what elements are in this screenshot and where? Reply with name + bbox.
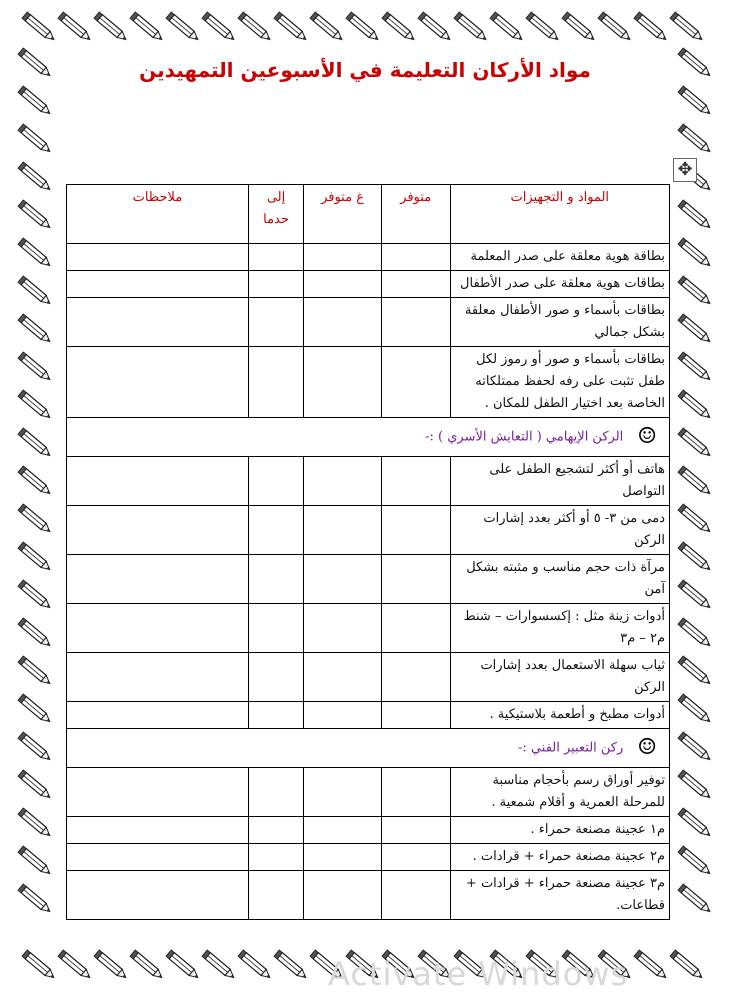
available-cell[interactable]: [381, 298, 450, 347]
material-cell: أدوات زينة مثل : إكسسوارات – شنط م٢ – م٣: [450, 604, 669, 653]
pencil-icon: [94, 12, 128, 43]
move-icon[interactable]: ✥: [673, 158, 697, 182]
notes-cell[interactable]: [67, 298, 249, 347]
condition-cell[interactable]: [248, 298, 303, 347]
pencil-icon: [678, 200, 712, 231]
pencil-icon: [678, 276, 712, 307]
pencil-icon: [22, 950, 56, 981]
materials-table: [66, 184, 670, 920]
smiley-icon: ☺: [637, 734, 657, 760]
not-available-cell[interactable]: [304, 653, 382, 702]
notes-cell[interactable]: [67, 604, 249, 653]
table-row: [67, 871, 670, 920]
table-row: [67, 298, 670, 347]
pencil-icon: [18, 352, 52, 383]
notes-cell[interactable]: [67, 244, 249, 271]
material-cell: ثياب سهلة الاستعمال بعدد إشارات الركن: [450, 653, 669, 702]
table-header-row: [67, 185, 670, 244]
condition-cell[interactable]: [248, 271, 303, 298]
notes-cell[interactable]: [67, 702, 249, 729]
pencil-icon: [634, 950, 668, 981]
pencil-icon: [18, 542, 52, 573]
available-cell[interactable]: [381, 244, 450, 271]
notes-cell[interactable]: [67, 844, 249, 871]
pencil-icon: [678, 504, 712, 535]
pencil-icon: [18, 162, 52, 193]
available-cell[interactable]: [381, 555, 450, 604]
not-available-cell[interactable]: [304, 244, 382, 271]
pencil-icon: [18, 770, 52, 801]
pencil-icon: [382, 12, 416, 43]
pencil-icon: [678, 390, 712, 421]
not-available-cell[interactable]: [304, 604, 382, 653]
pencil-icon: [166, 950, 200, 981]
material-cell: م١ عجينة مصنعة حمراء .: [450, 817, 669, 844]
condition-cell[interactable]: [248, 347, 303, 418]
pencil-icon: [18, 124, 52, 155]
material-cell: أدوات مطبخ و أطعمة بلاستيكية .: [450, 702, 669, 729]
material-cell: بطاقات هوية معلقة على صدر الأطفال: [450, 271, 669, 298]
pencil-icon: [18, 276, 52, 307]
pencil-icon: [678, 124, 712, 155]
pencil-icon: [678, 884, 712, 915]
pencil-icon: [678, 846, 712, 877]
pencil-icon: [18, 86, 52, 117]
notes-cell[interactable]: [67, 271, 249, 298]
table-row: [67, 271, 670, 298]
pencil-icon: [598, 12, 632, 43]
not-available-cell[interactable]: [304, 768, 382, 817]
pencil-icon: [238, 950, 272, 981]
pencil-icon: [58, 950, 92, 981]
pencil-icon: [634, 12, 668, 43]
material-cell: م٣ عجينة مصنعة حمراء + قرادات + قطاعات.: [450, 871, 669, 920]
available-cell[interactable]: [381, 844, 450, 871]
pencil-icon: [678, 580, 712, 611]
not-available-cell[interactable]: [304, 555, 382, 604]
section-label: ركن التعبير الفني :-: [518, 740, 624, 756]
material-cell: بطاقة هوية معلقة على صدر المعلمة: [450, 244, 669, 271]
table-row: [67, 347, 670, 418]
available-cell[interactable]: [381, 817, 450, 844]
condition-cell[interactable]: [248, 555, 303, 604]
condition-cell[interactable]: [248, 817, 303, 844]
available-cell[interactable]: [381, 653, 450, 702]
pencil-icon: [58, 12, 92, 43]
condition-cell[interactable]: [248, 604, 303, 653]
header-materials: المواد و التجهيزات: [450, 185, 669, 244]
not-available-cell[interactable]: [304, 844, 382, 871]
material-cell: م٢ عجينة مصنعة حمراء + قرادات .: [450, 844, 669, 871]
pencil-icon: [678, 86, 712, 117]
notes-cell[interactable]: [67, 653, 249, 702]
notes-cell[interactable]: [67, 555, 249, 604]
section-heading: [67, 729, 670, 768]
pencil-icon: [94, 950, 128, 981]
material-cell: هاتف أو أكثر لتشجيع الطفل على التواصل: [450, 457, 669, 506]
table-row: [67, 702, 670, 729]
pencil-icon: [202, 12, 236, 43]
section-heading: [67, 418, 670, 457]
table-row: [67, 244, 670, 271]
table-row: [67, 817, 670, 844]
pencil-icon: [18, 884, 52, 915]
available-cell[interactable]: [381, 271, 450, 298]
pencil-icon: [490, 12, 524, 43]
pencil-icon: [238, 12, 272, 43]
pencil-icon: [18, 390, 52, 421]
notes-cell[interactable]: [67, 817, 249, 844]
available-cell[interactable]: [381, 702, 450, 729]
pencil-icon: [18, 314, 52, 345]
table-row: [67, 844, 670, 871]
pencil-icon: [202, 950, 236, 981]
pencil-icon: [678, 466, 712, 497]
pencil-icon: [130, 12, 164, 43]
pencil-icon: [22, 12, 56, 43]
table-row: [67, 768, 670, 817]
pencil-icon: [678, 542, 712, 573]
not-available-cell[interactable]: [304, 871, 382, 920]
pencil-icon: [670, 950, 704, 981]
available-cell[interactable]: [381, 457, 450, 506]
header-available: متوفر: [381, 185, 450, 244]
pencil-icon: [274, 12, 308, 43]
header-condition: إلى حدما: [248, 185, 303, 244]
pencil-icon: [18, 428, 52, 459]
header-notes: ملاحظات: [67, 185, 249, 244]
section-label: الركن الإيهامي ( التعايش الأسري ) :-: [425, 429, 624, 445]
material-cell: بطاقات بأسماء و صور أو رموز لكل طفل تثبت على رفه لحفظ ممتلكاته الخاصة بعد اختيار الطفل للمكان .: [450, 347, 669, 418]
notes-cell[interactable]: [67, 768, 249, 817]
condition-cell[interactable]: [248, 653, 303, 702]
pencil-icon: [346, 12, 380, 43]
not-available-cell[interactable]: [304, 347, 382, 418]
available-cell[interactable]: [381, 604, 450, 653]
material-cell: توفير أوراق رسم بأحجام مناسبة للمرحلة العمرية و أقلام شمعية .: [450, 768, 669, 817]
notes-cell[interactable]: [67, 871, 249, 920]
not-available-cell[interactable]: [304, 298, 382, 347]
pencil-icon: [678, 770, 712, 801]
pencil-icon: [130, 950, 164, 981]
available-cell[interactable]: [381, 768, 450, 817]
pencil-icon: [18, 846, 52, 877]
available-cell[interactable]: [381, 347, 450, 418]
pencil-icon: [678, 732, 712, 763]
not-available-cell[interactable]: [304, 506, 382, 555]
pencil-icon: [18, 656, 52, 687]
notes-cell[interactable]: [67, 457, 249, 506]
table-row: [67, 457, 670, 506]
pencil-icon: [18, 466, 52, 497]
pencil-icon: [678, 618, 712, 649]
section-row: [67, 729, 670, 768]
smiley-icon: ☺: [637, 423, 657, 449]
pencil-icon: [678, 428, 712, 459]
pencil-icon: [678, 694, 712, 725]
pencil-icon: [678, 352, 712, 383]
table-row: [67, 506, 670, 555]
pencil-icon: [678, 656, 712, 687]
pencil-icon: [274, 950, 308, 981]
pencil-icon: [18, 200, 52, 231]
pencil-icon: [678, 314, 712, 345]
not-available-cell[interactable]: [304, 702, 382, 729]
condition-cell[interactable]: [248, 506, 303, 555]
activation-watermark: Activate Windows: [328, 955, 629, 993]
pencil-icon: [166, 12, 200, 43]
condition-cell[interactable]: [248, 768, 303, 817]
not-available-cell[interactable]: [304, 817, 382, 844]
condition-cell[interactable]: [248, 702, 303, 729]
available-cell[interactable]: [381, 871, 450, 920]
condition-cell[interactable]: [248, 457, 303, 506]
document-title: مواد الأركان التعليمة في الأسبوعين التمهيدين: [139, 58, 591, 82]
pencil-icon: [18, 504, 52, 535]
pencil-icon: [18, 808, 52, 839]
not-available-cell[interactable]: [304, 457, 382, 506]
pencil-icon: [18, 238, 52, 269]
not-available-cell[interactable]: [304, 271, 382, 298]
pencil-icon: [310, 12, 344, 43]
pencil-icon: [18, 732, 52, 763]
pencil-icon: [454, 12, 488, 43]
table-row: [67, 653, 670, 702]
available-cell[interactable]: [381, 506, 450, 555]
pencil-icon: [18, 580, 52, 611]
pencil-icon: [562, 12, 596, 43]
pencil-icon: [418, 12, 452, 43]
section-row: [67, 418, 670, 457]
table-row: [67, 555, 670, 604]
material-cell: دمى من ٣- ٥ أو أكثر بعدد إشارات الركن: [450, 506, 669, 555]
notes-cell[interactable]: [67, 506, 249, 555]
header-not-available: غ متوفر: [304, 185, 382, 244]
pencil-icon: [678, 808, 712, 839]
pencil-icon: [526, 12, 560, 43]
pencil-icon: [678, 238, 712, 269]
notes-cell[interactable]: [67, 347, 249, 418]
table-row: [67, 604, 670, 653]
condition-cell[interactable]: [248, 244, 303, 271]
material-cell: مرآة ذات حجم مناسب و مثبته بشكل آمن: [450, 555, 669, 604]
condition-cell[interactable]: [248, 844, 303, 871]
pencil-icon: [18, 694, 52, 725]
pencil-icon: [18, 618, 52, 649]
material-cell: بطاقات بأسماء و صور الأطفال معلقة بشكل جمالي: [450, 298, 669, 347]
condition-cell[interactable]: [248, 871, 303, 920]
pencil-icon: [670, 12, 704, 43]
